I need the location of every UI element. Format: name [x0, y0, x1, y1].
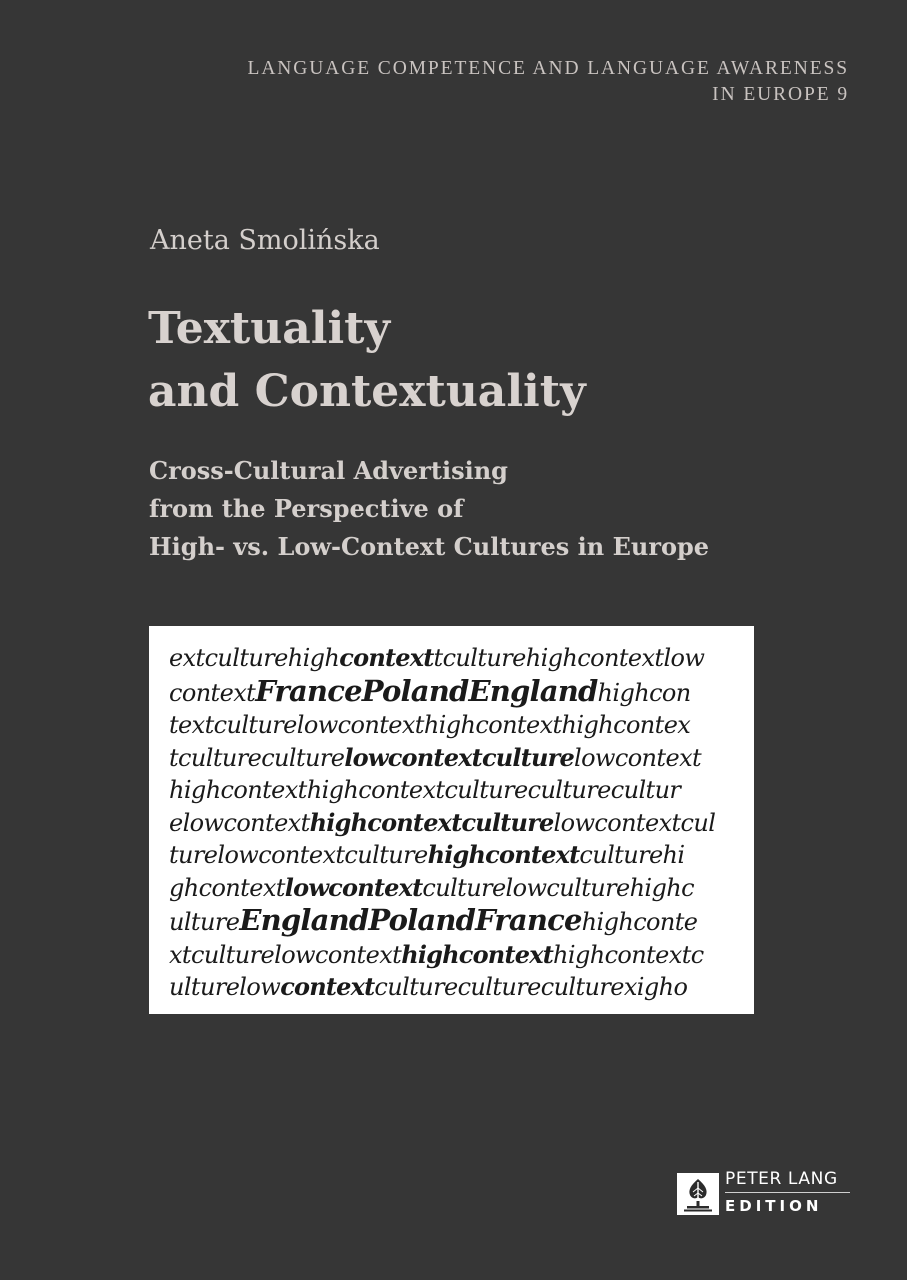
- artwork-emphasis: context: [339, 643, 434, 672]
- artwork-line: [169, 774, 754, 807]
- artwork-text: highcontextc: [553, 940, 704, 969]
- artwork-text: textculturelowcontexthighcontexthighcontex: [169, 711, 691, 739]
- artwork-text: culturehi: [579, 841, 685, 869]
- artwork-line: [169, 642, 754, 675]
- artwork-text: cultureculturecultureхigho: [374, 973, 688, 1001]
- artwork-line: [169, 742, 754, 775]
- author-name: Aneta Smolińska: [150, 225, 380, 256]
- artwork-text: highcontexthighcontextcultureculturecultur: [169, 776, 681, 804]
- subtitle-line-2: from the Perspective of: [149, 494, 464, 523]
- publisher-logo: [677, 1167, 851, 1217]
- artwork-text: tcultureculture: [169, 743, 345, 772]
- artwork-text: highconte: [581, 908, 698, 936]
- artwork-text: ulturelow: [169, 973, 281, 1001]
- artwork-emphasis: lowcontext: [284, 872, 423, 902]
- artwork-text: elowcontext: [169, 808, 310, 837]
- series-line-2: IN EUROPE 9: [712, 84, 849, 105]
- artwork-text: culturelowculturehighc: [422, 873, 694, 902]
- title-line-1: Textuality: [148, 303, 391, 354]
- series-line-1: LANGUAGE COMPETENCE AND LANGUAGE AWARENESS: [247, 58, 849, 79]
- artwork-line: [169, 839, 754, 872]
- artwork-line: [169, 807, 754, 840]
- subtitle-line-1: Cross-Cultural Advertising: [149, 456, 508, 485]
- book-subtitle: [149, 452, 709, 566]
- artwork-text: context: [169, 678, 256, 707]
- artwork-text: extculturehigh: [169, 644, 340, 672]
- artwork-emphasis: FrancePolandEngland: [255, 673, 598, 708]
- artwork-text: xtculturelowcontext: [169, 940, 402, 969]
- artwork-text: lowcontext: [574, 743, 702, 772]
- artwork-line: [169, 904, 754, 939]
- artwork-emphasis: highcontext: [401, 939, 554, 969]
- artwork-line: [169, 675, 754, 710]
- artwork-line: [169, 939, 754, 972]
- artwork-emphasis: context: [280, 972, 375, 1001]
- artwork-line: [169, 872, 754, 905]
- artwork-emphasis: highcontextculture: [309, 807, 554, 837]
- series-title: [248, 56, 849, 108]
- artwork-line: [169, 709, 754, 742]
- artwork-text: lowcontextcul: [553, 808, 716, 837]
- publisher-name: PETER LANG: [725, 1169, 838, 1189]
- artwork-text: ulture: [169, 908, 240, 936]
- calligraphy-artwork: [149, 626, 754, 1014]
- artwork-emphasis: EnglandPolandFrance: [239, 903, 582, 937]
- subtitle-line-3: High- vs. Low-Context Cultures in Europe: [149, 532, 710, 561]
- artwork-emphasis: highcontext: [427, 840, 580, 869]
- artwork-line: [169, 971, 754, 1004]
- artwork-text: turelowcontextculture: [169, 841, 428, 869]
- title-line-2: and Contextuality: [148, 366, 586, 417]
- artwork-text: tculturehighcontextlow: [433, 644, 705, 672]
- publisher-divider: [725, 1192, 850, 1193]
- artwork-text: ghcontext: [169, 873, 285, 902]
- peter-lang-tree-logo-icon: [677, 1173, 719, 1215]
- artwork-emphasis: lowcontextculture: [344, 742, 574, 772]
- artwork-text: highcon: [597, 678, 691, 707]
- publisher-imprint: EDITION: [725, 1197, 823, 1215]
- book-title: [148, 297, 586, 423]
